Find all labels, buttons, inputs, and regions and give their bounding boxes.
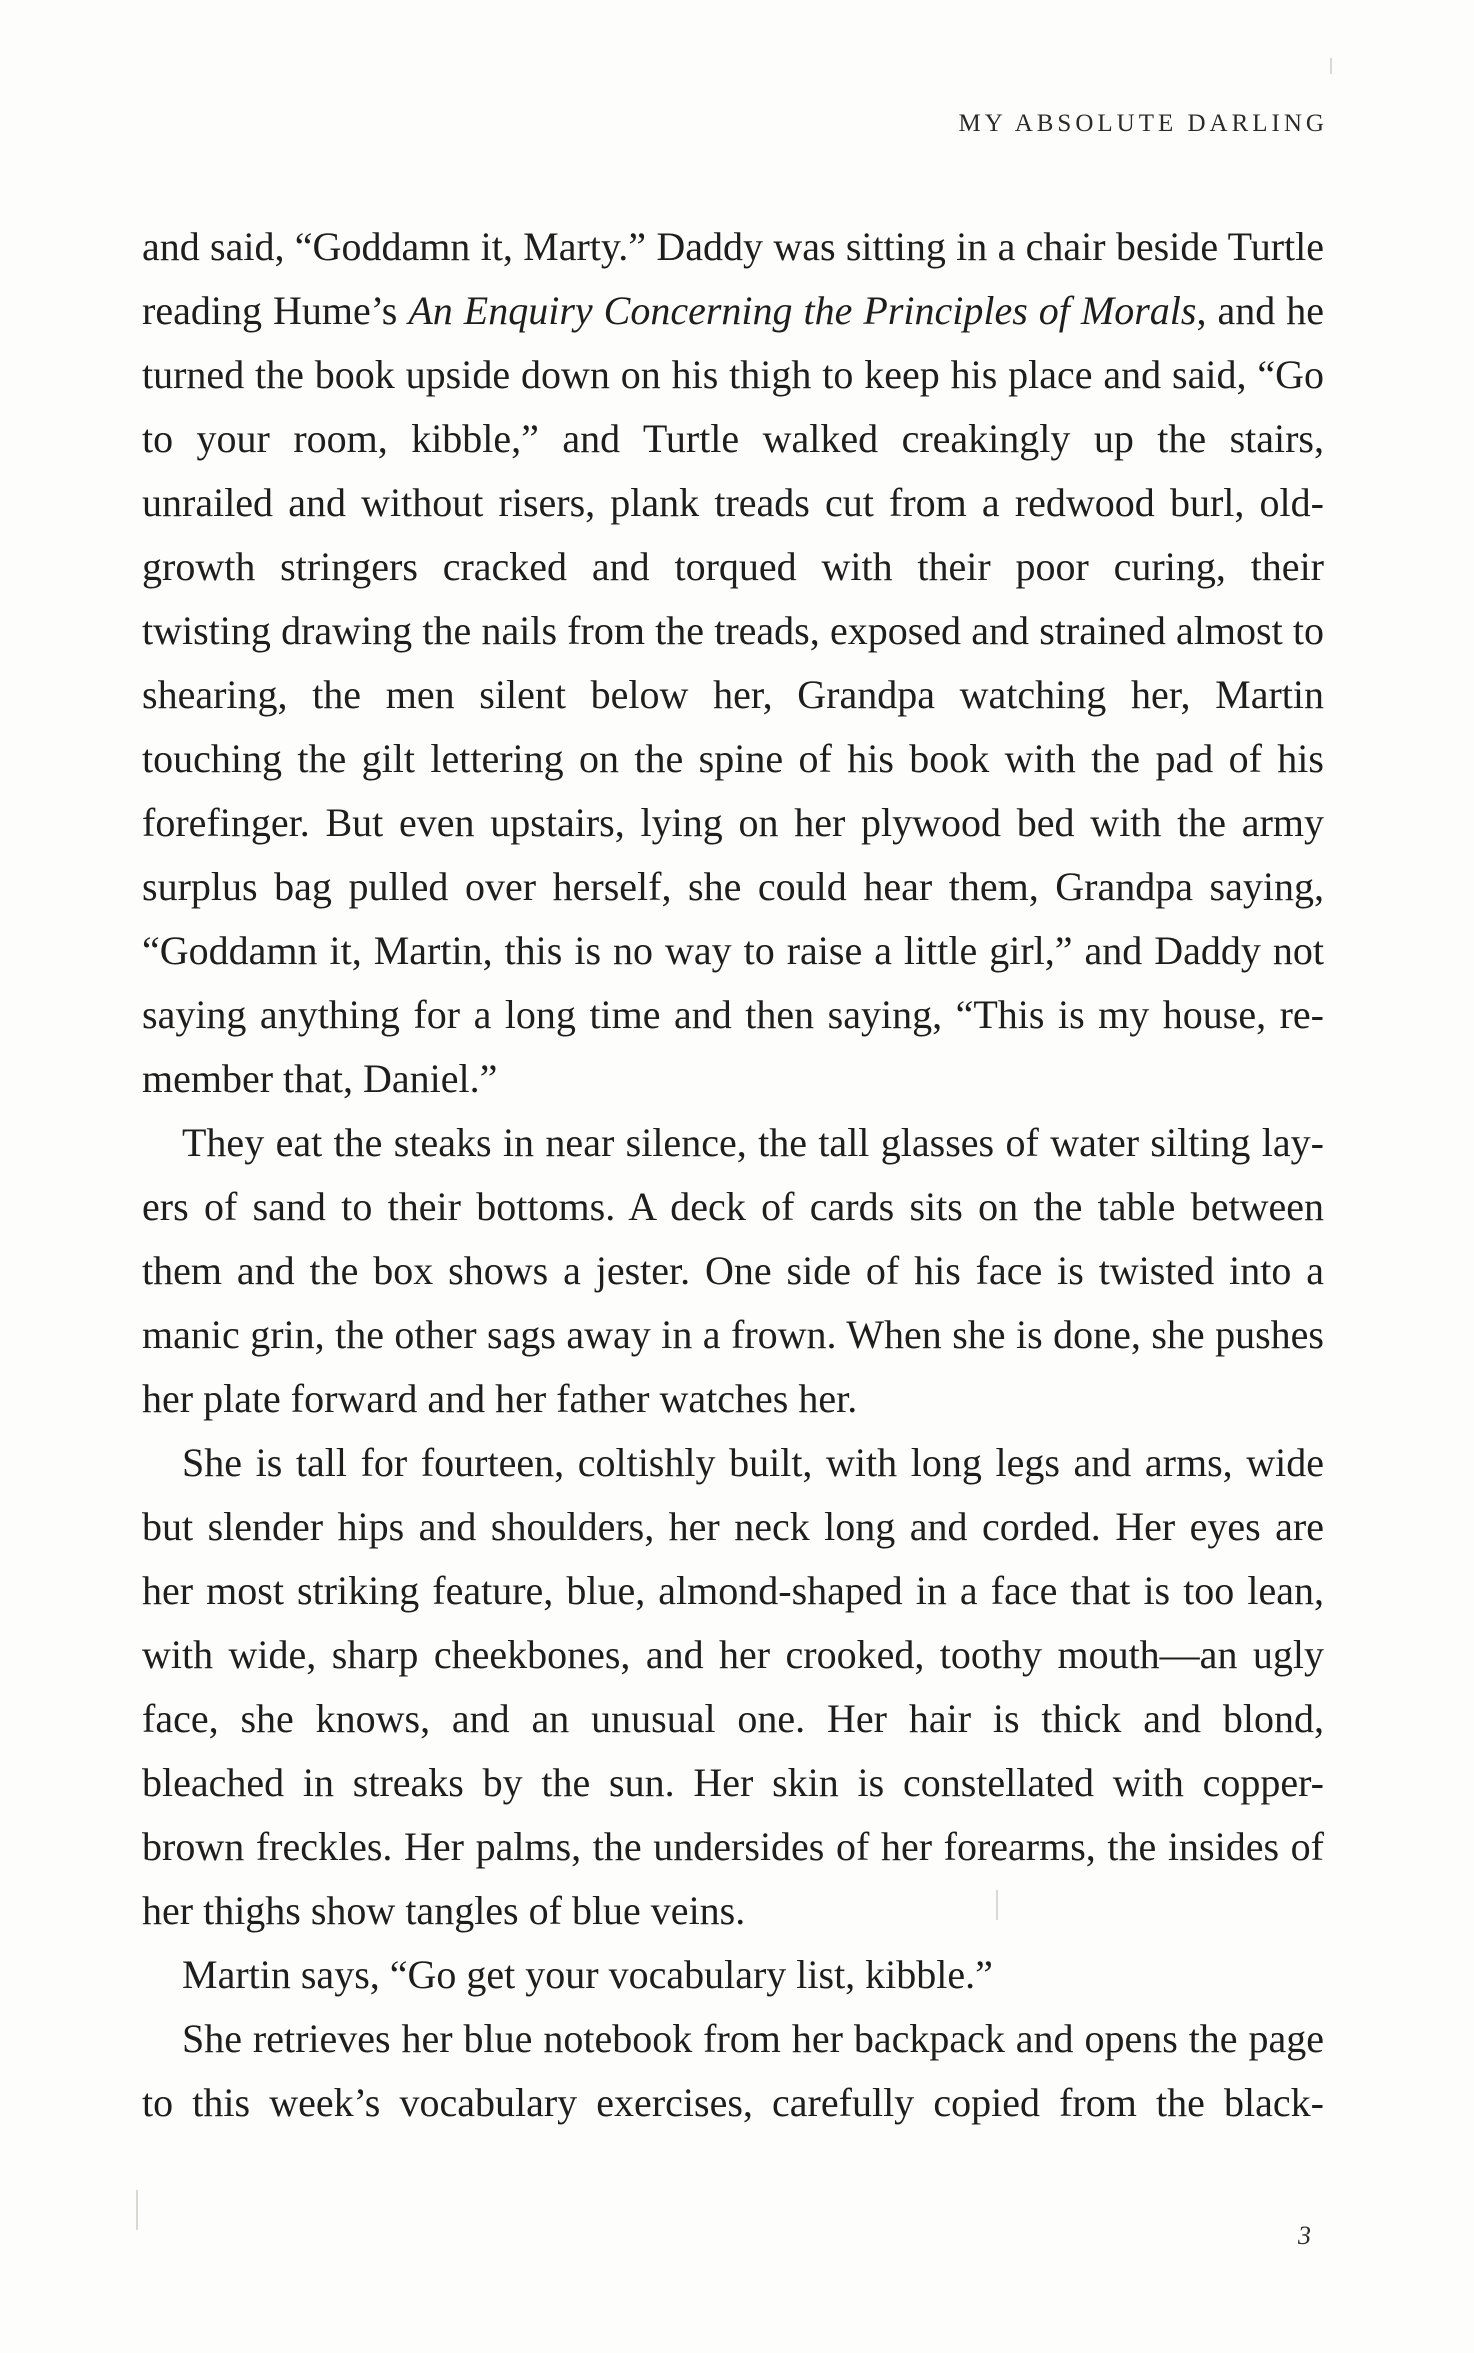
paper-mark <box>136 2190 138 2230</box>
paragraph-2: They eat the steaks in near silence, the tall glasses of water silting layers of sand to their bottoms. A deck of cards sits on the table between them and the box shows a jester. One side of his face is twisted into a manic grin, the other sags away in a frown. When she is done, she pushes her plate forward and her father watches her. <box>142 1120 1324 1421</box>
paragraph-5: She retrieves her blue notebook from her backpack and opens the page to this week’s vocabulary exercises, carefully copied from the black- <box>142 2016 1324 2125</box>
paragraph-4: Martin says, “Go get your vocabulary list, kibble.” <box>182 1952 993 1997</box>
page-number: 3 <box>1298 2221 1311 2250</box>
running-head: MY ABSOLUTE DARLING <box>958 110 1328 137</box>
paragraph-3: She is tall for fourteen, coltishly built, with long legs and arms, wide but slender hips and shoulders, her neck long and corded. Her eyes are her most striking feature, blue, almond-shaped in a face that is too lean, with wide, sharp cheekbones, and her crooked, toothy mouth—an ugly face, she knows, and an unusual one. Her hair is thick and blond, bleached in streaks by the sun. Her skin is constellated with copper-brown freckles. Her palms, the undersides of her forearms, the insides of her thighs show tangles of blue veins. <box>142 1440 1324 1933</box>
paragraph-1-text: and said, “Goddamn it, Marty.” Daddy was sitting in a chair beside Turtle reading Hume’s <box>142 224 1324 333</box>
paper-mark <box>1330 58 1332 74</box>
paragraph-1-text-cont: , and he turned the book upside down on his thigh to keep his place and said, “Go to your room, kibble,” and Turtle walked creakingly up the stairs, unrailed and without risers, plank treads cut from a redwood burl, oldgrowth stringers cracked and torqued with their poor curing, their twisting drawing the nails from the treads, exposed and strained almost to shearing, the men silent below her, Grandpa watching her, Martin touching the gilt lettering on the spine of his book with the pad of his forefinger. But even upstairs, lying on her plywood bed with the army surplus bag pulled over herself, she could hear them, Grandpa saying, “Goddamn it, Martin, this is no way to raise a little girl,” and Daddy not saying anything for a long time and then saying, “This is my house, remember that, Daniel.” <box>142 288 1325 1101</box>
paragraph-1 <box>142 215 1324 1111</box>
book-title: An Enquiry Concerning the Principles of Morals <box>408 288 1197 333</box>
paper-mark <box>996 1890 998 1920</box>
body-text <box>142 215 1324 2135</box>
